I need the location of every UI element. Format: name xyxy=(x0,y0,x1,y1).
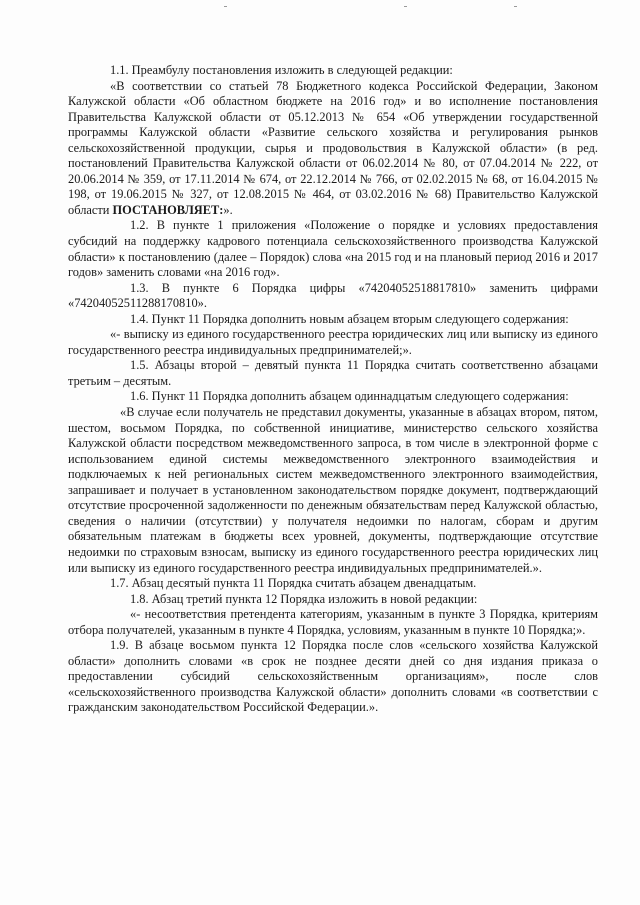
preamble-tail: ». xyxy=(223,202,233,217)
preamble-text: «В соответствии со статьей 78 Бюджетного кодекса Российской Федерации, Законом Калужской области «Об областном бюджете на 2016 год» и во исполнение постановления Правительства Калужской области от 05.12.2013 № 654 «Об утверждении государственной программы Калужской области «Развитие сельского хозяйства и регулирования рынков сельскохозяйственной продукции, сырья и продовольствия в Калужской области» (в ред. постановлений Правительства Калужской области от 06.02.2014 № 80, от 07.04.2014 № 222, от 20.06.2014 № 359, от 17.11.2014 № 674, от 22.12.2014 № 766, от 02.02.2015 № 68, от 16.04.2015 № 198, от 19.06.2015 № 327, от 12.08.2015 № 464, от 03.02.2016 № 68) Правительство Калужской области xyxy=(68,78,598,217)
paragraph-1-2: 1.2. В пункте 1 приложения «Положение о порядке и условиях предоставления субсидий на поддержку кадрового потенциала сельскохозяйственного производства Калужской области» к постановлению (далее – Порядок) слова «на 2015 год и на плановый период 2016 и 2017 годов» заменить словами «на 2016 год». xyxy=(68,218,598,280)
paragraph-1-5: 1.5. Абзацы второй – девятый пункта 11 Порядка считать соответственно абзацами третьим – десятым. xyxy=(68,358,598,388)
paragraph-1-6-quote: «В случае если получатель не представил документы, указанные в абзацах втором, пятом, шестом, восьмом Порядка, по собственной инициативе, министерство сельского хозяйства Калужской области посредством межведомственного запроса, в том числе в электронной форме с использованием единой системы межведомственного электронного взаимодействия и подключаемых к ней региональных систем межведомственного электронного взаимодействия, запрашивает и получает в установленном законодательством порядке документ, подтверждающий отсутствие просроченной задолженности по денежным обязательствам перед Калужской областью, сведения о наличии (отсутствии) у получателя недоимки по налогам, сборам и другим обязательным платежам в бюджеты всех уровней, документы, подтверждающие отсутствие недоимки по страховым взносам, выписку из единого государственного реестра юридических лиц или выписку из единого государственного реестра индивидуальных предпринимателей.». xyxy=(68,405,598,575)
paragraph-1-8-quote: «- несоответствия претендента категориям, указанным в пункте 3 Порядка, критериям отбора получателей, указанным в пункте 4 Порядка, условиям, указанным в пункте 10 Порядка;». xyxy=(68,607,598,637)
paragraph-preamble xyxy=(68,79,598,219)
paragraph-1-3: 1.3. В пункте 6 Порядка цифры «74204052518817810» заменить цифрами «74204052511288170810». xyxy=(68,280,598,311)
scan-mark xyxy=(404,6,407,7)
paragraph-1-4-quote: «- выписку из единого государственного реестра юридических лиц или выписку из единого государственного реестра индивидуальных предпринимателей;». xyxy=(68,327,598,357)
paragraph-1-9: 1.9. В абзаце восьмом пункта 12 Порядка после слов «сельского хозяйства Калужской области» дополнить словами «в срок не позднее десяти дней со дня издания приказа о предоставлении субсидий сельскохозяйственным организациям», после слов «сельскохозяйственного производства Калужской области» дополнить словами «в соответствии с гражданским законодательством Российской Федерации.». xyxy=(68,638,598,715)
scan-mark xyxy=(224,6,227,7)
paragraph-1-6: 1.6. Пункт 11 Порядка дополнить абзацем одиннадцатым следующего содержания: xyxy=(130,389,569,404)
paragraph-1-7: 1.7. Абзац десятый пункта 11 Порядка считать абзацем двенадцатым. xyxy=(110,576,477,591)
preamble-bold: ПОСТАНОВЛЯЕТ: xyxy=(112,202,224,217)
paragraph-1-1: 1.1. Преамбулу постановления изложить в следующей редакции: xyxy=(110,63,453,77)
scan-mark xyxy=(514,6,517,7)
paragraph-1-8: 1.8. Абзац третий пункта 12 Порядка изложить в новой редакции: xyxy=(130,591,478,606)
document-body xyxy=(68,63,598,716)
paragraph-1-4: 1.4. Пункт 11 Порядка дополнить новым абзацем вторым следующего содержания: xyxy=(130,311,569,326)
